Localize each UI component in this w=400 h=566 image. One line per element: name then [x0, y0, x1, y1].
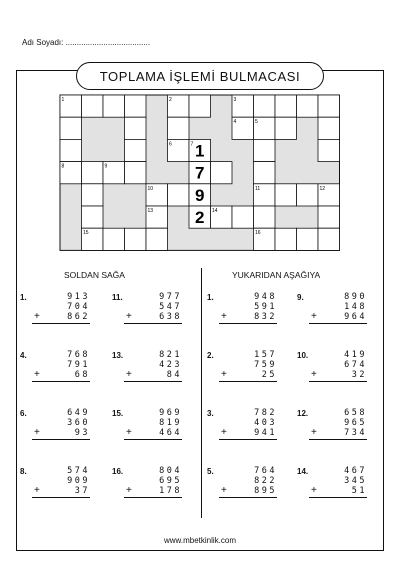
addend: 25	[261, 370, 277, 380]
plus-sign: +	[126, 369, 132, 380]
addend: 704	[67, 302, 90, 312]
grid-cell	[103, 228, 125, 250]
addition-problem	[20, 406, 90, 456]
grid-cell	[254, 206, 276, 228]
addend: 913	[67, 292, 90, 302]
addend: 403	[254, 418, 277, 428]
grid-cell	[82, 206, 104, 228]
addend: 832	[254, 312, 277, 322]
grid-cell	[168, 184, 190, 206]
addend: 51	[351, 486, 367, 496]
addend: 862	[67, 312, 90, 322]
grid-cell	[125, 95, 147, 117]
grid-cell	[275, 228, 297, 250]
grid-cell	[318, 228, 340, 250]
addend: 32	[351, 370, 367, 380]
clue-number: 3	[233, 97, 237, 103]
addend: 764	[254, 466, 277, 476]
addend: 360	[67, 418, 90, 428]
plus-sign: +	[126, 485, 132, 496]
sum-line	[32, 323, 90, 324]
problem-number: 4.	[20, 351, 27, 360]
addend: 964	[344, 312, 367, 322]
addend: 345	[344, 476, 367, 486]
addend: 68	[74, 370, 90, 380]
sum-line	[309, 323, 367, 324]
addend: 674	[344, 360, 367, 370]
addition-problem	[207, 464, 277, 514]
addend: 547	[159, 302, 182, 312]
plus-sign: +	[311, 485, 317, 496]
sum-line	[309, 381, 367, 382]
problem-number: 15.	[112, 409, 124, 418]
grid-cell	[297, 228, 319, 250]
plus-sign: +	[126, 427, 132, 438]
addition-problem	[207, 290, 277, 340]
addend: 822	[254, 476, 277, 486]
sum-line	[124, 323, 182, 324]
addend: 819	[159, 418, 182, 428]
problem-number: 6.	[20, 409, 27, 418]
clue-number: 10	[147, 185, 154, 192]
grid-cell	[297, 184, 319, 206]
addend: 591	[254, 302, 277, 312]
addend: 734	[344, 428, 367, 438]
problem-number: 1.	[207, 293, 214, 302]
grid-cell	[125, 117, 147, 139]
clue-number: 1	[61, 97, 65, 103]
addend: 93	[74, 428, 90, 438]
clue-number: 4	[233, 119, 237, 126]
sum-line	[124, 381, 182, 382]
addition-problem	[20, 348, 90, 398]
plus-sign: +	[34, 485, 40, 496]
addition-problem	[112, 406, 182, 456]
clue-number: 14	[212, 208, 218, 214]
plus-sign: +	[34, 369, 40, 380]
problem-number: 13.	[112, 351, 124, 360]
grid-cell	[82, 95, 104, 117]
clue-number: 16	[255, 230, 261, 237]
addend: 419	[344, 350, 367, 360]
addition-problem	[207, 406, 277, 456]
clue-number: 11	[255, 185, 261, 192]
section-heading-down: YUKARIDAN AŞAĞIYA	[232, 270, 321, 280]
grid-cell	[297, 95, 319, 117]
plus-sign: +	[221, 311, 227, 322]
problem-number: 9.	[297, 293, 304, 302]
grid-cell	[60, 139, 82, 161]
addition-problem	[112, 348, 182, 398]
plus-sign: +	[34, 311, 40, 322]
sum-line	[124, 497, 182, 498]
footer-website: www.mbetkinlik.com	[163, 536, 236, 545]
addend: 178	[159, 486, 182, 496]
problem-number: 2.	[207, 351, 214, 360]
sum-line	[219, 381, 277, 382]
addition-problem	[297, 406, 367, 456]
grid-cell	[318, 206, 340, 228]
addend: 909	[67, 476, 90, 486]
grid-cell	[254, 139, 276, 161]
plus-sign: +	[311, 427, 317, 438]
addend: 464	[159, 428, 182, 438]
problem-number: 16.	[112, 467, 124, 476]
given-digit: 1	[195, 141, 205, 161]
sum-line	[309, 497, 367, 498]
plus-sign: +	[221, 369, 227, 380]
given-digit: 7	[195, 163, 205, 183]
addend: 965	[344, 418, 367, 428]
grid-cell	[275, 184, 297, 206]
problem-number: 5.	[207, 467, 214, 476]
addend: 759	[254, 360, 277, 370]
grid-cell	[211, 162, 233, 184]
grid-cell	[254, 95, 276, 117]
grid-cell	[146, 228, 168, 250]
plus-sign: +	[221, 485, 227, 496]
problem-number: 14.	[297, 467, 309, 476]
addition-problem	[297, 290, 367, 340]
addend: 695	[159, 476, 182, 486]
clue-number: 12	[319, 185, 326, 192]
clue-number: 13	[147, 208, 154, 214]
addend: 821	[159, 350, 182, 360]
sum-line	[124, 439, 182, 440]
grid-cell	[318, 139, 340, 161]
grid-cell	[232, 206, 254, 228]
clue-number: 9	[104, 163, 108, 170]
addend: 969	[159, 408, 182, 418]
addend: 638	[159, 312, 182, 322]
grid-cell	[275, 95, 297, 117]
clue-number: 6	[169, 141, 172, 148]
clue-number: 7	[190, 141, 194, 148]
problem-number: 8.	[20, 467, 27, 476]
addend: 948	[254, 292, 277, 302]
grid-cell	[125, 228, 147, 250]
grid-cell	[189, 95, 211, 117]
addend: 804	[159, 466, 182, 476]
grid-cell	[82, 184, 104, 206]
addend: 941	[254, 428, 277, 438]
plus-sign: +	[126, 311, 132, 322]
addend: 84	[166, 370, 182, 380]
problem-number: 1.	[20, 293, 27, 302]
given-digit: 9	[195, 185, 205, 205]
sum-line	[309, 439, 367, 440]
clue-number: 15	[83, 230, 89, 237]
addition-problem	[20, 290, 90, 340]
addend: 157	[254, 350, 277, 360]
plus-sign: +	[311, 369, 317, 380]
problem-number: 3.	[207, 409, 214, 418]
addition-problem	[297, 464, 367, 514]
problem-number: 12.	[297, 409, 309, 418]
addend: 791	[67, 360, 90, 370]
addend: 658	[344, 408, 367, 418]
sum-line	[32, 497, 90, 498]
plus-sign: +	[34, 427, 40, 438]
column-divider	[201, 268, 202, 518]
addition-problem	[112, 290, 182, 340]
addend: 649	[67, 408, 90, 418]
addition-problem	[112, 464, 182, 514]
grid-cell	[254, 162, 276, 184]
sum-line	[219, 439, 277, 440]
grid-cell	[125, 139, 147, 161]
addend: 768	[67, 350, 90, 360]
grid-cell	[60, 117, 82, 139]
grid-cell	[125, 162, 147, 184]
grid-cell	[82, 162, 104, 184]
addend: 467	[344, 466, 367, 476]
addend: 423	[159, 360, 182, 370]
addend: 37	[74, 486, 90, 496]
sum-line	[32, 439, 90, 440]
clue-number: 5	[255, 119, 258, 126]
clue-number: 8	[61, 163, 65, 170]
addend: 148	[344, 302, 367, 312]
clue-number: 2	[169, 97, 172, 103]
addend: 977	[159, 292, 182, 302]
grid-cell	[103, 95, 125, 117]
grid-cell	[275, 117, 297, 139]
problem-number: 10.	[297, 351, 309, 360]
addend: 890	[344, 292, 367, 302]
addition-problem	[297, 348, 367, 398]
given-digit: 2	[195, 208, 205, 228]
sum-line	[219, 497, 277, 498]
plus-sign: +	[311, 311, 317, 322]
sum-line	[219, 323, 277, 324]
name-field-label: Adı Soyadı: ......................................	[22, 38, 151, 47]
addend: 782	[254, 408, 277, 418]
addend: 895	[254, 486, 277, 496]
addition-problem	[207, 348, 277, 398]
grid-cell	[318, 95, 340, 117]
addend: 574	[67, 466, 90, 476]
addition-problem	[20, 464, 90, 514]
plus-sign: +	[221, 427, 227, 438]
grid-cell	[168, 117, 190, 139]
sum-line	[32, 381, 90, 382]
section-heading-across: SOLDAN SAĞA	[64, 270, 125, 280]
problem-number: 11.	[112, 293, 123, 302]
worksheet-title: TOPLAMA İŞLEMİ BULMACASI	[76, 62, 324, 90]
grid-cell	[318, 117, 340, 139]
